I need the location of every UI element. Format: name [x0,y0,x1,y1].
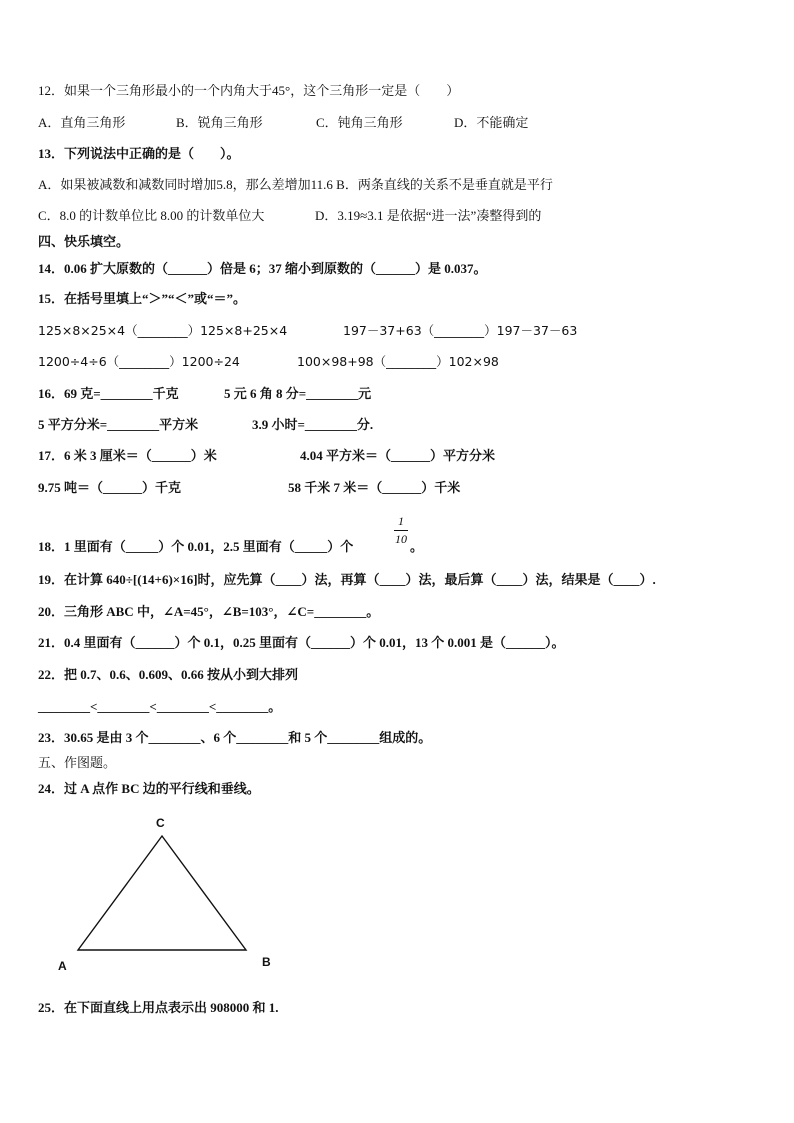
q18-fraction-numerator: 1 [398,514,404,528]
q21-text: 21．0.4 里面有（______）个 0.1，0.25 里面有（______）个 0.01，13 个 0.001 是（______）。 [38,635,565,650]
q12-option-b: B．锐角三角形 [176,115,263,130]
q17-row1-b: 4.04 平方米＝（______）平方分米 [300,448,496,463]
q22-answer-line: ________<________<________<________。 [38,699,282,714]
q12-stem: 12．如果一个三角形最小的一个内角大于45°，这个三角形一定是（ ） [38,83,460,98]
q15-stem: 15．在括号里填上“＞”“＜”或“＝”。 [38,291,247,306]
q12-option-c: C．钝角三角形 [316,115,403,130]
q16-row2-b: 3.9 小时=________分. [252,417,374,432]
q15-row2-a: 1200÷4÷6（________）1200÷24 [38,354,240,369]
q17-row2-a: 9.75 吨＝（______）千克 [38,480,182,495]
q23-text: 23．30.65 是由 3 个________、6 个________和 5 个________组成的。 [38,730,432,745]
q19-text: 19．在计算 640÷[(14+6)×16]时，应先算（____）法，再算（____）法，最后算（____）法，结果是（____）. [38,572,656,587]
q24-stem: 24．过 A 点作 BC 边的平行线和垂线。 [38,781,260,796]
section-4-heading: 四、快乐填空。 [38,234,130,249]
triangle-abc-figure [50,808,290,978]
vertex-label-c: C [156,816,165,830]
q16-row1-b: 5 元 6 角 8 分=________元 [224,386,372,401]
vertex-label-b: B [262,955,271,969]
q14-text: 14．0.06 扩大原数的（______）倍是 6；37 缩小到原数的（______）是 0.037。 [38,261,487,276]
q17-row1-a: 17．6 米 3 厘米＝（______）米 [38,448,217,463]
q18-text: 18．1 里面有（_____）个 0.01，2.5 里面有（_____）个 [38,539,354,554]
q16-row2-a: 5 平方分米=________平方米 [38,417,199,432]
q13-stem: 13．下列说法中正确的是（ ）。 [38,146,240,161]
q18-end: 。 [410,539,424,554]
triangle-abc [78,836,246,950]
q13-option-c: C．8.0 的计数单位比 8.00 的计数单位大 [38,208,265,223]
q20-text: 20．三角形 ABC 中，∠A=45°，∠B=103°，∠C=________。 [38,604,380,619]
q16-row1-a: 16．69 克=________千克 [38,386,179,401]
q22-stem: 22．把 0.7、0.6、0.609、0.66 按从小到大排列 [38,667,299,682]
q15-row2-b: 100×98+98（________）102×98 [297,354,499,369]
vertex-label-a: A [58,959,67,973]
section-5-heading: 五、作图题。 [38,755,117,770]
q13-option-d: D．3.19≈3.1 是依据“进一法”凑整得到的 [315,208,542,223]
q18-fraction-denominator: 10 [395,532,407,546]
q15-row1-b: 197－37+63（________）197－37－63 [343,323,578,338]
q12-option-a: A．直角三角形 [38,115,126,130]
q15-row1-a: 125×8×25×4（________）125×8+25×4 [38,323,288,338]
q25-text: 25．在下面直线上用点表示出 908000 和 1. [38,1000,279,1015]
q12-option-d: D．不能确定 [454,115,529,130]
q17-row2-b: 58 千米 7 米＝（______）千米 [288,480,461,495]
q13-options-row1: A．如果被减数和减数同时增加5.8，那么差增加11.6 B．两条直线的关系不是垂直就是平行 [38,177,553,192]
q18-fraction [394,514,408,547]
